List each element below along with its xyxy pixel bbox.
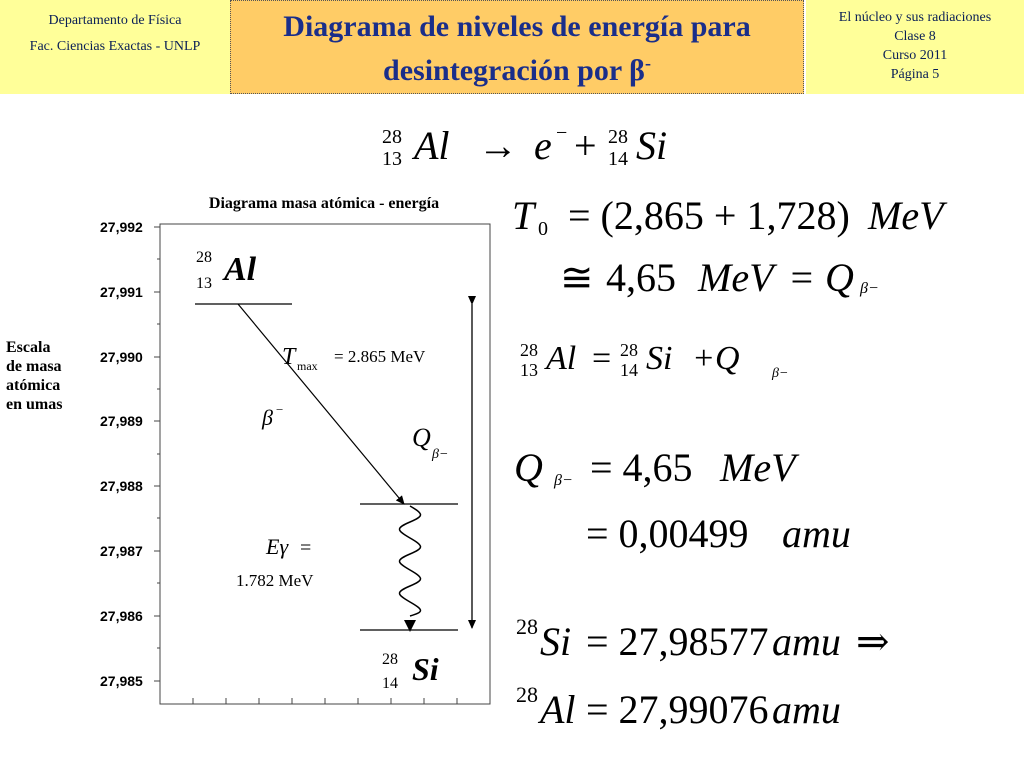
al-mass-symbol: Al xyxy=(540,687,576,732)
class-text: Clase 8 xyxy=(894,29,936,44)
electron-symbol: e xyxy=(534,123,552,168)
amu-value: = 0,00499 xyxy=(586,511,749,556)
al-atomic-number: 13 xyxy=(382,148,402,170)
scale-label-line: en umas xyxy=(6,396,63,413)
q-symbol: Q xyxy=(514,445,543,490)
si-mass-unit: amu xyxy=(772,619,841,664)
tmax-value: = 2.865 MeV xyxy=(334,347,426,366)
tmax-symbol: T xyxy=(282,344,296,370)
y-tick-label: 27,989 xyxy=(100,413,143,429)
course-text: El núcleo y sus radiaciones xyxy=(838,10,992,25)
q-beta-symbol: Q xyxy=(412,423,431,452)
t0-symbol: T xyxy=(512,193,535,238)
y-tick-label: 27,990 xyxy=(100,349,143,365)
si-mass-equation xyxy=(516,612,1016,672)
al-symbol: Al xyxy=(414,123,450,168)
approx-q: = Q xyxy=(788,255,854,300)
approx-unit: MeV xyxy=(698,255,774,300)
balance-al-z: 13 xyxy=(520,360,538,380)
y-tick-label: 27,985 xyxy=(100,673,143,689)
t0-expression: = (2,865 + 1,728) xyxy=(568,193,850,238)
balance-al-mass: 28 xyxy=(520,340,538,360)
approx-value: 4,65 xyxy=(606,255,676,300)
si-symbol: Si xyxy=(636,123,668,168)
t0-unit: MeV xyxy=(868,193,944,238)
egamma-equals: = xyxy=(300,537,312,559)
year-text: Curso 2011 xyxy=(882,48,948,63)
beta-decay-arrow xyxy=(238,304,404,504)
page-text: Página 5 xyxy=(890,67,940,82)
plus-symbol: + xyxy=(574,123,597,168)
balance-equals: = xyxy=(592,340,612,377)
si-mass-symbol: Si xyxy=(540,619,572,664)
plot-frame xyxy=(160,224,490,704)
balance-si-symbol: Si xyxy=(646,340,673,377)
si-mass-superscript: 28 xyxy=(516,614,538,639)
gamma-wave xyxy=(400,506,421,616)
y-tick-label: 27,987 xyxy=(100,543,143,559)
q-equation xyxy=(514,440,994,500)
faculty-text: Fac. Ciencias Exactas - UNLP xyxy=(29,39,201,54)
egamma-symbol: Eγ xyxy=(266,534,289,559)
diagram-al-mass: 28 xyxy=(196,249,212,266)
balance-al-symbol: Al xyxy=(546,340,577,377)
al-mass-unit: amu xyxy=(772,687,841,732)
si-mass-value: = 27,98577 xyxy=(586,619,769,664)
t0-subscript: 0 xyxy=(538,218,548,240)
beta-symbol: β xyxy=(262,405,273,430)
balance-si-z: 14 xyxy=(620,360,638,380)
x-axis-ticks xyxy=(193,698,457,704)
al-mass-value: = 27,99076 xyxy=(586,687,769,732)
t0-equation xyxy=(512,188,1012,248)
diagram-si-symbol: Si xyxy=(412,651,439,687)
implies-symbol: ⇒ xyxy=(856,619,890,664)
q-value: = 4,65 xyxy=(590,445,693,490)
electron-charge: − xyxy=(556,122,568,144)
tmax-subscript: max xyxy=(297,359,318,373)
al-mass-number: 28 xyxy=(382,126,402,148)
approx-symbol: ≅ xyxy=(560,255,594,300)
scale-label-line: de masa xyxy=(6,358,62,375)
si-atomic-number: 14 xyxy=(608,148,628,170)
arrow-symbol: → xyxy=(478,123,518,168)
diagram-al-z: 13 xyxy=(196,275,212,292)
y-tick-label: 27,988 xyxy=(100,478,143,494)
balance-equation xyxy=(520,334,820,394)
y-axis-tick-labels xyxy=(100,219,143,689)
beta-charge: − xyxy=(276,402,284,417)
balance-q-subscript: β− xyxy=(772,366,789,381)
approx-equation xyxy=(560,250,1000,310)
y-tick-label: 27,986 xyxy=(100,608,143,624)
title-line-2: desintegración por β- xyxy=(383,53,651,87)
approx-q-subscript: β− xyxy=(860,280,879,297)
scale-label-line: Escala xyxy=(6,339,51,356)
y-axis-ticks xyxy=(154,227,160,681)
diagram-al-symbol: Al xyxy=(224,251,257,288)
title-line-1: Diagrama de niveles de energía para xyxy=(283,10,751,43)
diagram-title: Diagrama masa atómica - energía xyxy=(208,195,440,212)
si-mass-number: 28 xyxy=(608,126,628,148)
egamma-value: 1.782 MeV xyxy=(236,571,314,590)
al-mass-equation xyxy=(516,680,1016,740)
al-mass-superscript: 28 xyxy=(516,682,538,707)
balance-plus-q: +Q xyxy=(692,340,740,377)
q-unit: MeV xyxy=(720,445,796,490)
balance-si-mass: 28 xyxy=(620,340,638,360)
amu-unit: amu xyxy=(782,511,851,556)
department-text: Departamento de Física xyxy=(48,13,182,28)
diagram-si-z: 14 xyxy=(382,675,398,692)
scale-label-line: atómica xyxy=(6,377,61,394)
diagram-si-mass: 28 xyxy=(382,651,398,668)
amu-equation xyxy=(586,506,1006,566)
q-subscript: β− xyxy=(554,472,573,489)
q-beta-subscript: β− xyxy=(432,447,449,462)
y-tick-label: 27,991 xyxy=(100,284,143,300)
y-tick-label: 27,992 xyxy=(100,219,143,235)
